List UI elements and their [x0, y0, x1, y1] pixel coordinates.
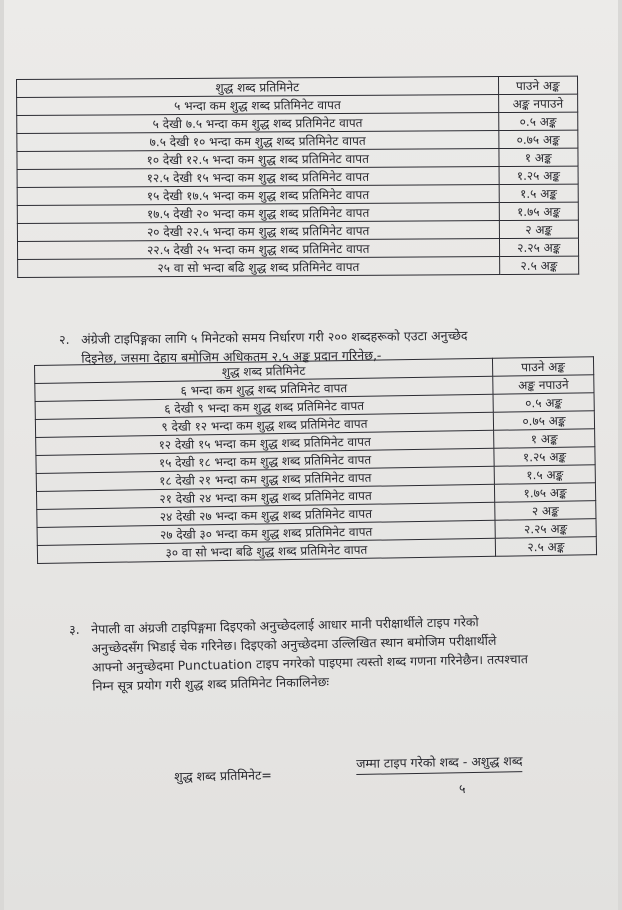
cell-words-per-minute: १५ देखी १७.५ भन्दा कम शुद्ध शब्द प्रतिमिनेट वापत [17, 185, 499, 206]
cell-marks: १ अङ्क [498, 148, 578, 166]
cell-marks: अङ्क नपाउने [498, 94, 578, 112]
cell-marks: ०.५ अङ्क [498, 112, 578, 130]
cell-marks: अङ्क नपाउने [493, 375, 594, 395]
cell-words-per-minute: १२.५ देखी १५ भन्दा कम शुद्ध शब्द प्रतिमिनेट वापत [17, 167, 499, 188]
section-2-number: २. [59, 331, 70, 347]
document-page [4, 0, 618, 910]
table-row [18, 256, 579, 277]
header-cell-marks: पाउने अङ्क [498, 76, 578, 94]
cell-marks: १.५ अङ्क [499, 184, 579, 202]
section-3-number: ३. [69, 621, 80, 637]
cell-marks: २.२५ अङ्क [495, 519, 596, 539]
typing-marks-table-2 [34, 356, 597, 564]
cell-words-per-minute: १८ देखी २१ भन्दा कम शुद्ध शब्द प्रतिमिनेट वापत [36, 466, 494, 491]
cell-words-per-minute: २७ देखी ३० भन्दा कम शुद्ध शब्द प्रतिमिनेट वापत [37, 520, 495, 545]
cell-marks: २.५ अङ्क [499, 256, 579, 274]
formula-numerator: जम्मा टाइप गरेको शब्द - अशुद्ध शब्द [356, 752, 523, 775]
cell-marks: ०.७५ अङ्क [493, 411, 594, 431]
cell-marks: १.७५ अङ्क [499, 202, 579, 220]
table-2-body [35, 357, 597, 564]
cell-words-per-minute: १७.५ देखी २० भन्दा कम शुद्ध शब्द प्रतिमिनेट वापत [17, 203, 499, 224]
cell-marks: १.२५ अङ्क [499, 166, 579, 184]
cell-words-per-minute: २१ देखी २४ भन्दा कम शुद्ध शब्द प्रतिमिनेट वापत [36, 484, 494, 509]
cell-marks: २ अङ्क [499, 220, 579, 238]
cell-words-per-minute: १२ देखी १५ भन्दा कम शुद्ध शब्द प्रतिमिनेट वापत [36, 430, 494, 455]
cell-marks: १.५ अङ्क [494, 465, 595, 485]
cell-words-per-minute: १० देखी १२.५ भन्दा कम शुद्ध शब्द प्रतिमिनेट वापत [17, 149, 499, 170]
table-1-body [17, 76, 579, 277]
cell-words-per-minute: २० देखी २२.५ भन्दा कम शुद्ध शब्द प्रतिमिनेट वापत [17, 221, 499, 242]
cell-words-per-minute: ९ देखी १२ भन्दा कम शुद्ध शब्द प्रतिमिनेट वापत [35, 412, 493, 437]
cell-marks: ०.७५ अङ्क [498, 130, 578, 148]
cell-words-per-minute: २२.५ देखी २५ भन्दा कम शुद्ध शब्द प्रतिमिनेट वापत [17, 239, 499, 260]
cell-marks: १.२५ अङ्क [494, 447, 595, 467]
cell-words-per-minute: २४ देखी २७ भन्दा कम शुद्ध शब्द प्रतिमिनेट वापत [37, 502, 495, 527]
cell-words-per-minute: ६ देखी ९ भन्दा कम शुद्ध शब्द प्रतिमिनेट वापत [35, 394, 493, 419]
cell-marks: ०.५ अङ्क [493, 393, 594, 413]
section-2-text-2: दिइनेछ, जसमा देहाय बमोजिम अधिकतम २.५ अङ्क प्रदान गरिनेछ,- [81, 347, 382, 366]
cell-marks: १ अङ्क [494, 429, 595, 449]
header-cell-words-per-minute: शुद्ध शब्द प्रतिमिनेट [17, 77, 499, 98]
cell-words-per-minute: ५ देखी ७.५ भन्दा कम शुद्ध शब्द प्रतिमिनेट वापत [17, 113, 499, 134]
cell-marks: २.२५ अङ्क [499, 238, 579, 256]
typing-marks-table-1 [16, 76, 579, 278]
cell-marks: १.७५ अङ्क [494, 483, 595, 503]
cell-words-per-minute: १५ देखी १८ भन्दा कम शुद्ध शब्द प्रतिमिनेट वापत [36, 448, 494, 473]
section-3-text-3: आफ्नो अनुच्छेदमा Punctuation टाइप नगरेको पाइएमा त्यस्तो शब्द गणना गरिनेछैन। तत्पश्चात [91, 651, 529, 675]
formula-denominator: ५ [459, 781, 466, 796]
section-3-text-4: निम्न सूत्र प्रयोग गरी शुद्ध शब्द प्रतिमिनेट निकालिनेछः [92, 674, 330, 694]
section-3-paragraph [69, 611, 528, 696]
formula-label: शुद्ध शब्द प्रतिमिनेट= [174, 767, 272, 784]
cell-words-per-minute: ६ भन्दा कम शुद्ध शब्द प्रतिमिनेट वापत [35, 376, 493, 401]
cell-words-per-minute: ७.५ देखी १० भन्दा कम शुद्ध शब्द प्रतिमिनेट वापत [17, 131, 499, 152]
section-3-text-2: अनुच्छेदसँग भिडाई चेक गरिनेछ। दिइएको अनुच्छेदमा उल्लिखित स्थान बमोजिम परीक्षार्थीले [91, 632, 497, 656]
cell-words-per-minute: ३० वा सो भन्दा बढि शुद्ध शब्द प्रतिमिनेट वापत [37, 538, 495, 563]
cell-marks: २.५ अङ्क [495, 537, 596, 557]
cell-marks: २ अङ्क [495, 501, 596, 521]
section-3-text-1: नेपाली वा अंग्रजी टाइपिङ्गमा दिइएको अनुच्छेदलाई आधार मानी परीक्षार्थीले टाइप गरेको [91, 614, 479, 637]
header-cell-words-per-minute: शुद्ध शब्द प्रतिमिनेट [35, 358, 493, 383]
section-2-text-1: अंग्रेजी टाइपिङ्गका लागि ५ मिनेटको समय निर्धारण गरी २०० शब्दहरूको एउटा अनुच्छेद [81, 327, 468, 347]
cell-words-per-minute: ५ भन्दा कम शुद्ध शब्द प्रतिमिनेट वापत [17, 95, 499, 116]
cell-words-per-minute: २५ वा सो भन्दा बढि शुद्ध शब्द प्रतिमिनेट वापत [18, 257, 500, 278]
header-cell-marks: पाउने अङ्क [492, 357, 593, 377]
